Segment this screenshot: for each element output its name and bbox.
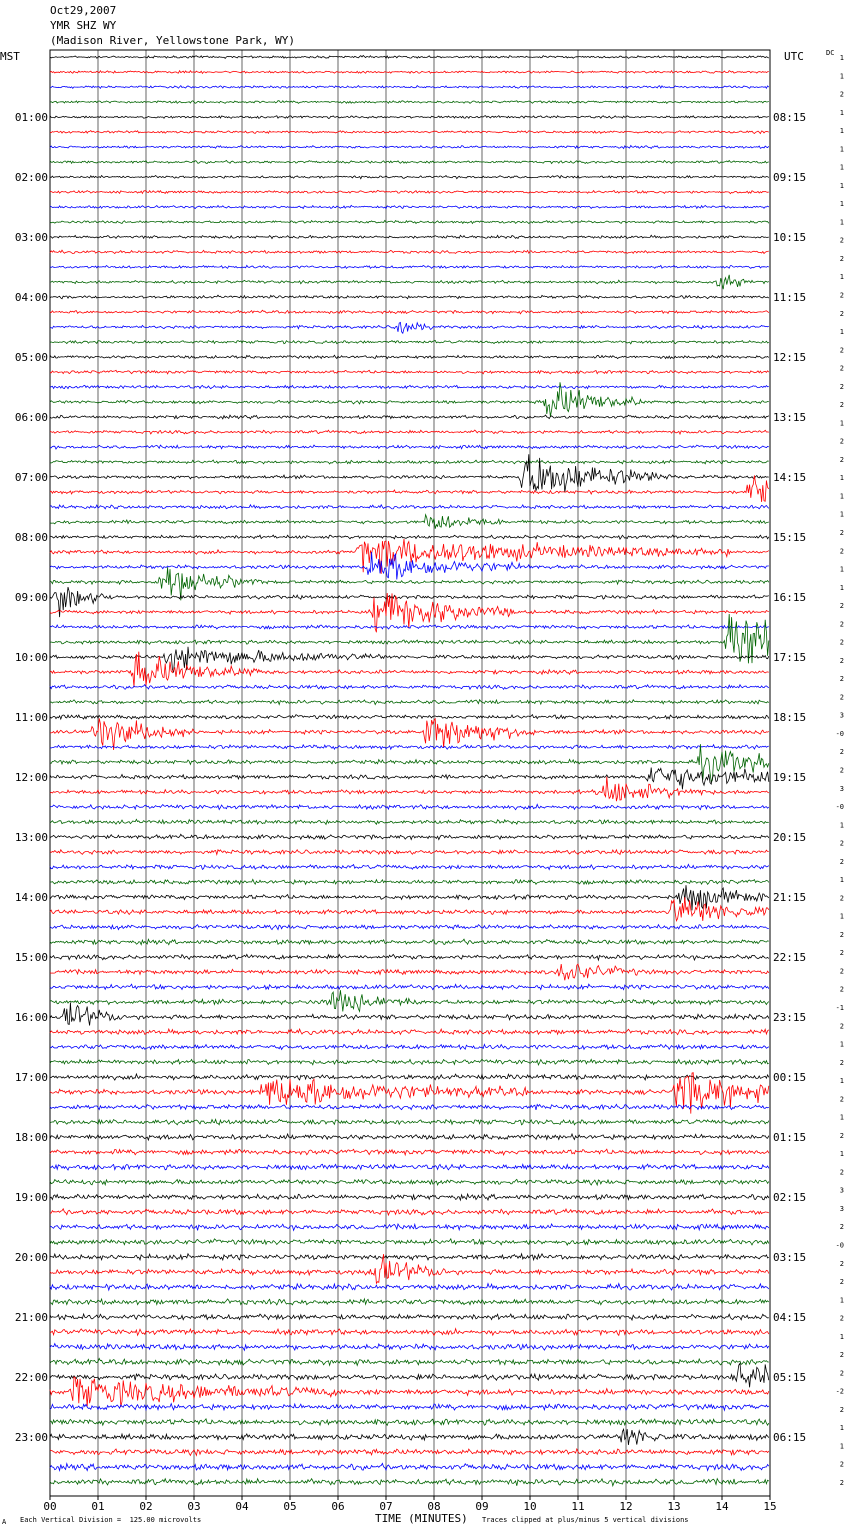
dc-offset-value: 2 (839, 766, 844, 775)
left-hour-label: 06:00 (14, 411, 48, 424)
dc-offset-value: 2 (839, 857, 844, 866)
trace-line (50, 685, 769, 690)
dc-offset-value: 1 (839, 912, 844, 921)
dc-offset-value: 1 (839, 181, 844, 190)
left-hour-label: 12:00 (14, 771, 48, 784)
trace-line (50, 834, 769, 839)
right-hour-label: 05:15 (773, 1371, 807, 1384)
trace-line (50, 385, 769, 388)
dc-offset-value: 1 (839, 108, 844, 117)
dc-offset-value: 1 (839, 583, 844, 592)
trace-line (50, 984, 769, 990)
trace-line (50, 1134, 769, 1140)
trace-line (50, 430, 769, 434)
dc-offset-value: 2 (839, 1131, 844, 1140)
right-hour-label: 06:15 (773, 1431, 807, 1444)
trace-line (50, 475, 769, 502)
x-tick-label: 09 (475, 1500, 489, 1513)
trace-line (50, 250, 769, 253)
dc-offset-value: 1 (839, 876, 844, 885)
trace-line (50, 101, 769, 104)
right-hour-label: 00:15 (773, 1071, 807, 1084)
dc-offset-value: -0 (835, 803, 844, 812)
x-tick-label: 13 (667, 1500, 681, 1513)
dc-offset-value: 2 (839, 967, 844, 976)
left-hour-label: 18:00 (14, 1131, 48, 1144)
clip-note: Traces clipped at plus/minus 5 vertical divisions (482, 1516, 689, 1524)
trace-line (50, 146, 769, 149)
trace-line (50, 116, 769, 119)
left-timezone-label: MST (0, 50, 20, 63)
x-tick-label: 12 (619, 1500, 633, 1513)
trace-line (50, 1194, 769, 1200)
dc-offset-value: 2 (839, 656, 844, 665)
dc-offset-value: 1 (839, 273, 844, 282)
trace-line (50, 322, 769, 333)
trace-line (50, 1149, 769, 1155)
dc-offset-value: 1 (839, 1442, 844, 1451)
dc-offset-value: 2 (839, 1022, 844, 1031)
left-hour-label: 08:00 (14, 531, 48, 544)
trace-line (50, 415, 769, 419)
right-hour-label: 14:15 (773, 471, 807, 484)
dc-offset-value: 2 (839, 602, 844, 611)
dc-offset-value: 1 (839, 492, 844, 501)
dc-column-label: DC (826, 49, 835, 57)
station-code: YMR SHZ WY (50, 19, 117, 32)
dc-offset-value: 1 (839, 510, 844, 519)
x-tick-label: 08 (427, 1500, 441, 1513)
trace-line (50, 879, 769, 884)
trace-line (50, 1329, 769, 1336)
left-hour-label: 23:00 (14, 1431, 48, 1444)
dc-offset-value: 2 (839, 236, 844, 245)
right-hour-label: 19:15 (773, 771, 807, 784)
left-hour-label: 11:00 (14, 711, 48, 724)
left-hour-label: 09:00 (14, 591, 48, 604)
left-hour-label: 22:00 (14, 1371, 48, 1384)
x-tick-label: 05 (283, 1500, 297, 1513)
trace-line (50, 850, 769, 855)
right-hour-label: 18:15 (773, 711, 807, 724)
left-hour-label: 16:00 (14, 1011, 48, 1024)
dc-offset-value: 2 (839, 985, 844, 994)
dc-offset-value: 2 (839, 1479, 844, 1487)
dc-offset-value: 1 (839, 1113, 844, 1122)
left-hour-label: 15:00 (14, 951, 48, 964)
dc-offset-value: 2 (839, 693, 844, 702)
trace-line (50, 925, 769, 930)
trace-line (50, 819, 769, 824)
dc-offset-value: 1 (839, 163, 844, 172)
trace-line (50, 340, 769, 343)
trace-line (50, 275, 769, 289)
x-tick-label: 10 (523, 1500, 537, 1513)
dc-offset-value: -0 (835, 729, 844, 738)
dc-offset-value: 2 (839, 839, 844, 848)
x-tick-label: 03 (187, 1500, 201, 1513)
trace-line (50, 625, 769, 629)
scale-note: Each Vertical Division = 125.00 microvolts (20, 1516, 202, 1524)
right-hour-label: 10:15 (773, 231, 807, 244)
dc-offset-value: 2 (839, 364, 844, 373)
dc-offset-value: 3 (839, 784, 844, 793)
left-hour-label: 20:00 (14, 1251, 48, 1264)
trace-line (50, 864, 769, 869)
trace-line (50, 1363, 769, 1387)
x-tick-label: 01 (91, 1500, 105, 1513)
dc-offset-value: 1 (839, 1150, 844, 1159)
dc-offset-value: 1 (839, 145, 844, 154)
footer-mark: A (2, 1518, 7, 1526)
trace-line (50, 56, 769, 59)
trace-line (50, 310, 769, 314)
left-hour-label: 07:00 (14, 471, 48, 484)
trace-line (50, 445, 769, 449)
trace-line (50, 745, 769, 750)
station-location: (Madison River, Yellowstone Park, WY) (50, 34, 296, 47)
dc-offset-value: 2 (839, 1259, 844, 1268)
trace-line (50, 744, 769, 782)
dc-offset-value: 1 (839, 821, 844, 830)
trace-line (50, 1209, 769, 1215)
dc-offset-value: 1 (839, 419, 844, 428)
dc-offset-value: 2 (839, 291, 844, 300)
right-hour-label: 02:15 (773, 1191, 807, 1204)
trace-line (50, 897, 769, 921)
right-hour-label: 04:15 (773, 1311, 807, 1324)
dc-offset-value: 2 (839, 455, 844, 464)
x-tick-label: 15 (763, 1500, 777, 1513)
left-hour-label: 14:00 (14, 891, 48, 904)
dc-offset-value: 1 (839, 218, 844, 227)
left-hour-label: 05:00 (14, 351, 48, 364)
trace-line (50, 505, 769, 509)
dc-offset-value: 2 (839, 437, 844, 446)
trace-line (50, 460, 769, 464)
right-hour-label: 12:15 (773, 351, 807, 364)
dc-offset-value: 2 (839, 529, 844, 537)
right-hour-label: 22:15 (773, 951, 807, 964)
right-hour-label: 21:15 (773, 891, 807, 904)
trace-line (50, 1479, 769, 1486)
trace-line (50, 205, 769, 208)
dc-offset-value: 1 (839, 474, 844, 483)
right-hour-label: 08:15 (773, 111, 807, 124)
dc-offset-value: -0 (835, 1241, 844, 1250)
trace-line (50, 176, 769, 179)
trace-line (50, 954, 769, 960)
trace-line (50, 160, 769, 163)
trace-line (50, 1002, 769, 1025)
x-tick-label: 00 (43, 1500, 57, 1513)
dc-offset-value: 1 (839, 72, 844, 81)
trace-line (50, 370, 769, 374)
trace-line (50, 768, 769, 790)
right-hour-label: 20:15 (773, 831, 807, 844)
trace-line (50, 1059, 769, 1065)
dc-offset-value: 2 (839, 1405, 844, 1414)
dc-offset-value: 2 (839, 401, 844, 410)
dc-offset-value: 2 (839, 1460, 844, 1469)
trace-line (50, 190, 769, 193)
left-hour-label: 03:00 (14, 231, 48, 244)
dc-offset-value: 2 (839, 1223, 844, 1232)
left-hour-label: 04:00 (14, 291, 48, 304)
dc-offset-value: 2 (839, 894, 844, 903)
dc-offset-value: 2 (839, 346, 844, 355)
trace-line (50, 535, 769, 539)
dc-offset-value: 3 (839, 711, 844, 720)
trace-line (50, 1449, 769, 1455)
trace-line (50, 1359, 769, 1366)
dc-offset-value: 2 (839, 1369, 844, 1378)
trace-line (50, 265, 769, 268)
trace-line (50, 1224, 769, 1230)
trace-line (50, 1239, 769, 1245)
dc-offset-value: 2 (839, 382, 844, 391)
dc-offset-value: 1 (839, 328, 844, 337)
trace-line (50, 1044, 769, 1049)
right-hour-label: 09:15 (773, 171, 807, 184)
trace-line (50, 1344, 769, 1351)
trace-line (50, 355, 769, 359)
dc-offset-value: 2 (839, 1278, 844, 1287)
right-hour-label: 01:15 (773, 1131, 807, 1144)
left-hour-label: 17:00 (14, 1071, 48, 1084)
dc-offset-value: 1 (839, 1424, 844, 1433)
trace-line (50, 777, 769, 802)
left-hour-label: 19:00 (14, 1191, 48, 1204)
dc-offset-value: 2 (839, 1168, 844, 1177)
x-tick-label: 14 (715, 1500, 729, 1513)
trace-line (50, 1074, 769, 1080)
dc-offset-value: 2 (839, 1351, 844, 1360)
trace-line (50, 804, 769, 809)
trace-line (50, 1029, 769, 1035)
dc-offset-value: -2 (835, 1387, 844, 1396)
dc-offset-value: 2 (839, 930, 844, 939)
dc-offset-value: 2 (839, 254, 844, 263)
trace-line (50, 1404, 769, 1411)
x-tick-label: 02 (139, 1500, 153, 1513)
x-tick-label: 06 (331, 1500, 345, 1513)
dc-offset-value: 1 (839, 565, 844, 574)
dc-offset-value: 2 (839, 1058, 844, 1067)
trace-line (50, 1429, 769, 1445)
dc-offset-value: -1 (835, 1004, 844, 1012)
trace-line (50, 964, 769, 980)
trace-line (50, 1299, 769, 1305)
trace-line (50, 1377, 769, 1407)
right-hour-label: 11:15 (773, 291, 807, 304)
trace-line (50, 221, 769, 224)
left-hour-label: 01:00 (14, 111, 48, 124)
trace-line (50, 131, 769, 134)
right-hour-label: 13:15 (773, 411, 807, 424)
trace-line (50, 1119, 769, 1125)
trace-line (50, 295, 769, 299)
dc-offset-value: 2 (839, 949, 844, 958)
trace-line (50, 1314, 769, 1320)
dc-offset-value: 2 (839, 1314, 844, 1323)
trace-line (50, 990, 769, 1011)
right-hour-label: 17:15 (773, 651, 807, 664)
dc-offset-value: 2 (839, 1095, 844, 1104)
dc-offset-value: 1 (839, 1040, 844, 1049)
dc-offset-value: 2 (839, 547, 844, 556)
dc-offset-value: 1 (839, 1332, 844, 1341)
dc-offset-value: 2 (839, 748, 844, 757)
trace-line (50, 1463, 769, 1470)
x-tick-label: 04 (235, 1500, 249, 1513)
left-hour-label: 21:00 (14, 1311, 48, 1324)
trace-line (50, 567, 769, 600)
trace-line (50, 715, 769, 720)
trace-line (50, 1254, 769, 1283)
trace-line (50, 515, 769, 529)
right-timezone-label: UTC (784, 50, 804, 63)
x-tick-label: 07 (379, 1500, 393, 1513)
trace-line (50, 1284, 769, 1291)
trace-line (50, 552, 769, 580)
left-hour-label: 10:00 (14, 651, 48, 664)
dc-offset-value: 2 (839, 90, 844, 99)
left-hour-label: 13:00 (14, 831, 48, 844)
dc-offset-value: 1 (839, 1296, 844, 1305)
trace-line (50, 71, 769, 74)
trace-line (50, 939, 769, 945)
left-hour-label: 02:00 (14, 171, 48, 184)
trace-line (50, 700, 769, 705)
trace-line (50, 1104, 769, 1110)
x-axis-label: TIME (MINUTES) (375, 1512, 468, 1525)
trace-line (50, 1179, 769, 1185)
dc-offset-value: 1 (839, 54, 844, 62)
dc-offset-value: 2 (839, 620, 844, 629)
chart-date: Oct29,2007 (50, 4, 117, 17)
dc-offset-value: 3 (839, 1204, 844, 1213)
dc-offset-value: 1 (839, 127, 844, 136)
dc-offset-value: 2 (839, 675, 844, 684)
right-hour-label: 16:15 (773, 591, 807, 604)
dc-offset-value: 2 (839, 309, 844, 318)
dc-offset-value: 1 (839, 1077, 844, 1086)
dc-offset-value: 1 (839, 200, 844, 209)
trace-line (50, 86, 769, 89)
right-hour-label: 03:15 (773, 1251, 807, 1264)
trace-line (50, 1419, 769, 1425)
right-hour-label: 23:15 (773, 1011, 807, 1024)
trace-line (50, 718, 769, 750)
trace-line (50, 454, 769, 492)
right-hour-label: 15:15 (773, 531, 807, 544)
trace-line (50, 235, 769, 238)
trace-line (50, 1164, 769, 1170)
x-tick-label: 11 (571, 1500, 585, 1513)
trace-line (50, 885, 769, 910)
dc-offset-value: 3 (839, 1186, 844, 1195)
dc-offset-value: 2 (839, 638, 844, 647)
trace-line (50, 1254, 769, 1260)
